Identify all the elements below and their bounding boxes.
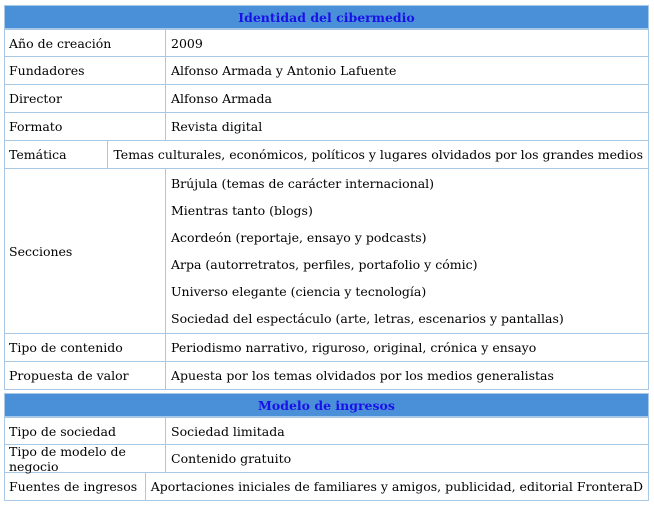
list-item: Acordeón (reportaje, ensayo y podcasts) [171,230,427,245]
section-header-ingresos: Modelo de ingresos [4,393,649,417]
list-item: Arpa (autorretratos, perfiles, portafolio y cómic) [171,257,478,272]
row-label: Fundadores [5,57,166,84]
cibermedio-table [4,5,649,501]
row-label: Formato [5,113,166,140]
secciones-list [166,169,648,333]
table-row [4,417,649,445]
row-value: Apuesta por los temas olvidados por los medios generalistas [171,368,554,383]
table-row [4,362,649,390]
table-row [4,334,649,362]
table-row [4,57,649,85]
list-item: Universo elegante (ciencia y tecnología) [171,284,427,299]
row-label: Director [5,85,166,112]
table-row [4,113,649,141]
list-item: Brújula (temas de carácter internacional) [171,176,435,191]
table-row [4,473,649,501]
row-label: Tipo de modelo de negocio [5,445,166,472]
row-label: Año de creación [5,30,166,56]
row-label: Secciones [5,169,166,333]
section-header-identidad: Identidad del cibermedio [4,5,649,29]
row-value: Aportaciones iniciales de familiares y amigos, publicidad, editorial FronteraD [150,479,643,494]
table-row [4,141,649,169]
row-label: Temática [5,141,108,168]
row-label: Fuentes de ingresos [5,473,146,500]
table-row [4,29,649,57]
row-value: 2009 [171,35,203,51]
row-value: Alfonso Armada [171,91,272,106]
row-label: Propuesta de valor [5,362,166,389]
row-value: Contenido gratuito [171,451,292,466]
row-label: Tipo de contenido [5,334,166,361]
table-row [4,445,649,473]
row-value: Periodismo narrativo, riguroso, original, crónica y ensayo [171,340,537,355]
table-row [4,85,649,113]
table-row-secciones [4,169,649,334]
list-item: Sociedad del espectáculo (arte, letras, escenarios y pantallas) [171,311,564,326]
row-value: Temas culturales, económicos, políticos y lugares olvidados por los grandes medios [113,147,643,162]
row-value: Alfonso Armada y Antonio Lafuente [171,63,397,78]
list-item: Mientras tanto (blogs) [171,203,313,218]
row-value: Sociedad limitada [171,423,285,439]
row-value: Revista digital [171,119,263,134]
row-label: Tipo de sociedad [5,418,166,444]
